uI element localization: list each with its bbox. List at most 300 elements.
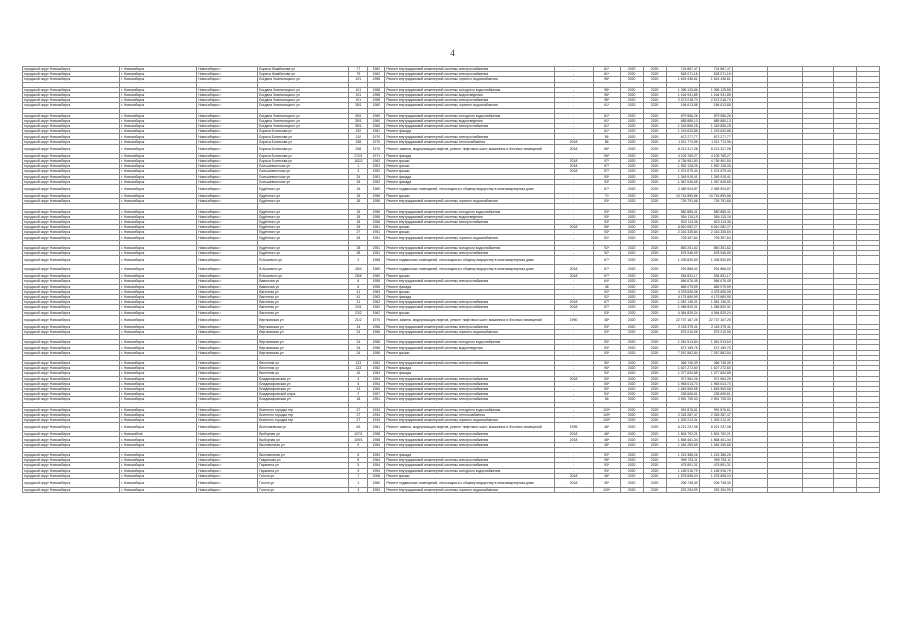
table-cell: Ремонт подвальных помещений, относящихся к общему имуществу в многоквартирном доме: [385, 256, 554, 265]
table-cell: 4 378 606,08: [666, 289, 699, 294]
table-cell: 2020: [643, 118, 666, 123]
table-cell: Ремонт крыши: [385, 230, 554, 235]
table-cell: 2020: [620, 235, 643, 240]
table-cell: 2020: [620, 437, 643, 442]
table-cell: городской округ Новосибирск: [23, 412, 120, 417]
table-cell: Ремонт фасада: [385, 129, 554, 134]
table-cell: Будённого ул: [258, 235, 349, 240]
table-cell: г. Новосибирск: [120, 144, 197, 153]
table-cell: 123: [349, 361, 368, 366]
table-cell: Владимировская ул: [258, 397, 349, 402]
table-cell: 2020: [643, 386, 666, 391]
table-cell: Новосибирск г: [197, 487, 258, 492]
table-cell: 22 737 167,25: [699, 315, 732, 324]
table-cell: Ремонт внутридомовой инженерной системы электроснабжения: [385, 361, 554, 366]
table-cell: городской округ Новосибирск: [23, 214, 120, 219]
table-cell: 2020: [620, 386, 643, 391]
table-cell: -: [554, 453, 593, 458]
table-cell: Весенняя ул: [258, 366, 349, 371]
table-cell: 101: [349, 98, 368, 103]
table-cell: Ремонт внутридомовой инженерной системы холодного водоснабжения: [385, 245, 554, 250]
table-cell: 1951: [368, 397, 385, 402]
table-cell: г. Новосибирск: [120, 129, 197, 134]
table-cell: -: [554, 381, 593, 386]
table-cell: -: [554, 230, 593, 235]
table-cell: 48*: [593, 315, 620, 324]
table-cell: г. Новосибирск: [120, 92, 197, 97]
table-cell: 1955: [368, 279, 385, 284]
table-cell: Новосибирск г: [197, 72, 258, 77]
table-cell: городской округ Новосибирск: [23, 453, 120, 458]
table-cell: -: [554, 92, 593, 97]
table-cell: Весенняя ул: [258, 361, 349, 366]
table-cell: Вагонная ул: [258, 289, 349, 294]
table-cell: 10 716 899,86: [699, 193, 732, 198]
table-cell: 580 885,41: [666, 209, 699, 214]
table-cell: 61*: [593, 72, 620, 77]
table-cell: Бориса Богаткова ул: [258, 144, 349, 153]
table-cell: 1952: [368, 179, 385, 184]
table-cell: -: [554, 209, 593, 214]
table-cell: 56: [593, 134, 620, 139]
table-cell: Вагонная ул: [258, 305, 349, 310]
table-cell: 7 267 862,84: [699, 350, 732, 355]
table-cell: Гаранина ул: [258, 468, 349, 473]
table-cell: 2018: [554, 432, 593, 437]
table-cell: г. Новосибирск: [120, 442, 197, 447]
table-cell: 1 374 679,44: [666, 169, 699, 174]
table-cell: 2020: [620, 92, 643, 97]
table-cell: 28: [349, 251, 368, 256]
table-cell: 2020: [643, 169, 666, 174]
table-cell: [767, 144, 802, 153]
table-cell: 1 086 820,31: [666, 305, 699, 310]
table-cell: Ремонт внутридомовой инженерной системы электроснабжения: [385, 305, 554, 310]
table-cell: 672 159,75: [699, 345, 732, 350]
table-cell: 2 389 924,87: [699, 184, 732, 193]
table-cell: Ремонт внутридомовой инженерной системы холодного водоснабжения: [385, 113, 554, 118]
table-cell: Ремонт внутридомовой инженерной системы горячего водоснабжения: [385, 199, 554, 204]
table-cell: 724 867,47: [699, 67, 732, 72]
table-cell: Новосибирск г: [197, 412, 258, 417]
table-cell: [833, 256, 856, 265]
table-cell: 2018: [554, 300, 593, 305]
table-cell: [767, 315, 802, 324]
table-cell: 2020: [643, 310, 666, 315]
table-cell: -: [554, 72, 593, 77]
table-cell: 879 966,26: [699, 113, 732, 118]
table-cell: 2: [349, 256, 368, 265]
table-cell: [856, 265, 879, 274]
table-cell: Богдана Хмельницкого ул: [258, 124, 349, 129]
table-cell: 1953: [368, 487, 385, 492]
table-cell: г. Новосибирск: [120, 245, 197, 250]
table-cell: Новосибирск г: [197, 193, 258, 198]
table-cell: г. Новосибирск: [120, 193, 197, 198]
table-cell: г. Новосибирск: [120, 209, 197, 214]
table-cell: г. Новосибирск: [120, 371, 197, 376]
table-cell: 96*: [593, 153, 620, 158]
table-cell: 2020: [643, 289, 666, 294]
table-cell: 1956: [368, 350, 385, 355]
table-cell: г. Новосибирск: [120, 214, 197, 219]
table-cell: Ремонт внутридомовой инженерной системы электроснабжения: [385, 251, 554, 256]
table-cell: 2020: [620, 432, 643, 437]
table-cell: 48*: [593, 442, 620, 447]
table-cell: 98*: [593, 92, 620, 97]
table-cell: г. Новосибирск: [120, 279, 197, 284]
table-cell: -: [554, 179, 593, 184]
table-cell: -: [554, 284, 593, 289]
table-row: [23, 256, 880, 265]
table-cell: [767, 478, 802, 487]
table-cell: 2020: [643, 164, 666, 169]
table-cell: 93*: [593, 310, 620, 315]
table-cell: Ремонт фасада: [385, 294, 554, 299]
table-cell: [802, 256, 833, 265]
table-cell: Ремонт, замена, модернизация лифтов, ремонт лифтовых шахт, машинных и блочных помещений: [385, 423, 554, 432]
table-cell: 1951: [368, 230, 385, 235]
table-cell: 554 115,19: [699, 214, 732, 219]
table-cell: Будённого ул: [258, 230, 349, 235]
table-cell: Новосибирск г: [197, 340, 258, 345]
table-cell: 1 435 830,89: [666, 256, 699, 265]
table-cell: Ремонт крыши: [385, 350, 554, 355]
table-cell: Ремонт внутридомовой инженерной системы электроснабжения: [385, 98, 554, 103]
table-cell: городской округ Новосибирск: [23, 164, 120, 169]
table-cell: 2020: [643, 129, 666, 134]
table-cell: 1952: [368, 366, 385, 371]
table-cell: 2020: [620, 274, 643, 279]
page-number: 4: [450, 48, 455, 58]
table-cell: 1 578 898,03: [666, 473, 699, 478]
table-cell: 1956: [368, 324, 385, 329]
table-cell: 1 952 128,26: [666, 164, 699, 169]
table-cell: городской округ Новосибирск: [23, 274, 120, 279]
table-cell: Новосибирск г: [197, 305, 258, 310]
table-cell: 254 831,17: [666, 274, 699, 279]
table-cell: городской округ Новосибирск: [23, 340, 120, 345]
table-cell: 28: [349, 245, 368, 250]
table-cell: 291 866,02: [699, 265, 732, 274]
table-cell: -: [554, 361, 593, 366]
table-cell: 1 868 461,34: [666, 437, 699, 442]
table-cell: 48*: [593, 432, 620, 437]
table-cell: г. Новосибирск: [120, 184, 197, 193]
table-cell: 1958: [368, 98, 385, 103]
table-cell: -: [554, 98, 593, 103]
table-cell: 1 349 915,41: [699, 174, 732, 179]
table-cell: 2020: [643, 179, 666, 184]
table-cell: г. Новосибирск: [120, 305, 197, 310]
table-cell: 1 396 125,86: [666, 87, 699, 92]
table-cell: 2020: [643, 134, 666, 139]
table-cell: 156 613,88: [699, 103, 732, 108]
table-cell: 92*: [593, 289, 620, 294]
table-cell: Новосибирск г: [197, 230, 258, 235]
table-cell: г. Новосибирск: [120, 329, 197, 334]
table-cell: -: [554, 245, 593, 250]
table-cell: г. Новосибирск: [120, 345, 197, 350]
table-cell: 1960: [368, 113, 385, 118]
table-cell: 206 738,30: [666, 478, 699, 487]
table-cell: 2018: [554, 274, 593, 279]
table-cell: 48*: [593, 423, 620, 432]
table-cell: Военного городка тер: [258, 412, 349, 417]
table-cell: 26: [349, 225, 368, 230]
table-cell: 24: [349, 340, 368, 345]
table-cell: Новосибирск г: [197, 245, 258, 250]
table-cell: -: [554, 134, 593, 139]
table-cell: 2 316 335,84: [666, 230, 699, 235]
table-cell: 1960: [368, 386, 385, 391]
table-cell: 162/2: [349, 159, 368, 164]
table-cell: 2018: [554, 169, 593, 174]
table-cell: 2020: [620, 376, 643, 381]
table-cell: 1956: [368, 329, 385, 334]
table-cell: г. Новосибирск: [120, 98, 197, 103]
table-cell: 1 215 386,26: [699, 453, 732, 458]
table-cell: Бориса Богаткова ул: [258, 139, 349, 144]
table-cell: г. Новосибирск: [120, 418, 197, 423]
table-cell: 2020: [620, 184, 643, 193]
table-cell: Ремонт крыши: [385, 159, 554, 164]
table-cell: Гаранина ул: [258, 463, 349, 468]
table-cell: -: [554, 279, 593, 284]
table-cell: 79: [349, 72, 368, 77]
table-cell: г. Новосибирск: [120, 315, 197, 324]
table-cell: 98*: [593, 98, 620, 103]
table-cell: 6 221 237,08: [699, 423, 732, 432]
table-cell: Ремонт внутридомовой инженерной системы электроснабжения: [385, 381, 554, 386]
table-cell: 1 165 916,79: [699, 468, 732, 473]
table-cell: городской округ Новосибирск: [23, 129, 120, 134]
table-cell: -: [554, 184, 593, 193]
table-cell: 2020: [620, 329, 643, 334]
table-cell: 366 745,39: [699, 361, 732, 366]
table-cell: 70: [593, 193, 620, 198]
table-cell: г. Новосибирск: [120, 289, 197, 294]
table-cell: 2020: [620, 265, 643, 274]
table-cell: В.Кошевого ул: [258, 274, 349, 279]
table-cell: -: [554, 386, 593, 391]
table-cell: Ремонт внутридомовой инженерной системы горячего водоснабжения: [385, 487, 554, 492]
table-cell: городской округ Новосибирск: [23, 219, 120, 224]
table-cell: 1961: [368, 129, 385, 134]
table-cell: Новосибирск г: [197, 129, 258, 134]
table-cell: Богдана Хмельницкого ул: [258, 77, 349, 82]
table-cell: -: [554, 407, 593, 412]
table-cell: г. Новосибирск: [120, 340, 197, 345]
table-cell: 2020: [643, 376, 666, 381]
table-cell: Ремонт фасада: [385, 371, 554, 376]
table-cell: 2 118 375,41: [699, 324, 732, 329]
table-cell: 2018: [554, 305, 593, 310]
table-cell: -: [554, 310, 593, 315]
table-cell: г. Новосибирск: [120, 366, 197, 371]
table-cell: 100*: [593, 407, 620, 412]
table-cell: Новосибирск г: [197, 310, 258, 315]
table-cell: 2020: [620, 453, 643, 458]
table-cell: Выставочная ул: [258, 442, 349, 447]
table-cell: городской округ Новосибирск: [23, 72, 120, 77]
table-cell: 2 316 335,84: [699, 230, 732, 235]
table-cell: 2020: [620, 381, 643, 386]
table-cell: Новосибирск г: [197, 144, 258, 153]
table-cell: 1957: [368, 392, 385, 397]
table-cell: 1 011 774,96: [699, 139, 732, 144]
table-cell: 672 277,77: [699, 134, 732, 139]
table-cell: г. Новосибирск: [120, 463, 197, 468]
table-cell: 4/1: [349, 423, 368, 432]
table-cell: Вагонная ул: [258, 294, 349, 299]
table-cell: 1956: [368, 199, 385, 204]
table-cell: Новосибирск г: [197, 407, 258, 412]
table-cell: Новосибирск г: [197, 164, 258, 169]
table-cell: 93*: [593, 214, 620, 219]
table-cell: 98*: [593, 225, 620, 230]
table-cell: г. Новосибирск: [120, 118, 197, 123]
table-cell: Новосибирск г: [197, 386, 258, 391]
table-cell: Новосибирск г: [197, 77, 258, 82]
table-cell: 1 011 774,96: [666, 139, 699, 144]
table-cell: Новосибирск г: [197, 458, 258, 463]
table-cell: Новосибирск г: [197, 345, 258, 350]
table-cell: 4 175 869,99: [699, 294, 732, 299]
table-cell: Ремонт крыши: [385, 274, 554, 279]
table-cell: городской округ Новосибирск: [23, 77, 120, 82]
table-cell: 823 113,36: [666, 219, 699, 224]
table-cell: Новосибирск г: [197, 118, 258, 123]
table-cell: 2 951 795,33: [666, 397, 699, 402]
table-cell: -: [554, 468, 593, 473]
table-cell: [833, 144, 856, 153]
table-cell: 1 081 136,31: [699, 300, 732, 305]
table-cell: Ремонт внутридомовой инженерной системы электроснабжения: [385, 376, 554, 381]
table-cell: 206 738,30: [699, 478, 732, 487]
table-cell: Новосибирск г: [197, 442, 258, 447]
table-cell: 628 071,16: [699, 72, 732, 77]
table-cell: Бориса Жамбилова ул: [258, 72, 349, 77]
table-cell: 28/4: [349, 265, 368, 274]
table-cell: 1 804 792,21: [666, 432, 699, 437]
table-cell: 1951: [368, 164, 385, 169]
table-cell: Новосибирск г: [197, 381, 258, 386]
table-cell: 578 946,09: [699, 251, 732, 256]
table-cell: 2020: [620, 315, 643, 324]
table-cell: Ремонт внутридомовой инженерной системы горячего водоснабжения: [385, 418, 554, 423]
table-cell: 2020: [643, 350, 666, 355]
table-cell: 2018: [554, 144, 593, 153]
table-cell: 2020: [643, 144, 666, 153]
table-cell: городской округ Новосибирск: [23, 300, 120, 305]
table-cell: 61*: [593, 67, 620, 72]
table-cell: 1962: [368, 300, 385, 305]
table-cell: Новосибирск г: [197, 214, 258, 219]
table-cell: 8 213 317,28: [666, 144, 699, 153]
table-cell: -: [554, 371, 593, 376]
table-cell: -: [554, 193, 593, 198]
table-cell: 18: [349, 219, 368, 224]
table-cell: 2020: [643, 329, 666, 334]
table-cell: городской округ Новосибирск: [23, 310, 120, 315]
table-cell: 2020: [643, 153, 666, 158]
table-cell: 991 876,61: [666, 407, 699, 412]
table-cell: 27: [349, 412, 368, 417]
table-cell: городской округ Новосибирск: [23, 361, 120, 366]
table-cell: г. Новосибирск: [120, 397, 197, 402]
table-cell: 2020: [643, 478, 666, 487]
table-cell: 1 303 212,41: [699, 418, 732, 423]
table-cell: Бориса Богаткова ул: [258, 159, 349, 164]
table-cell: Новосибирск г: [197, 324, 258, 329]
table-cell: 1 215 633,86: [666, 129, 699, 134]
table-cell: 2020: [620, 468, 643, 473]
table-cell: 475 891,31: [666, 463, 699, 468]
table-cell: Вертковская ул: [258, 315, 349, 324]
table-cell: Вавилова ул: [258, 279, 349, 284]
table-cell: г. Новосибирск: [120, 225, 197, 230]
table-cell: 2020: [643, 412, 666, 417]
table-cell: 8 213 317,28: [699, 144, 732, 153]
table-cell: 1962: [368, 72, 385, 77]
table-cell: 2020: [643, 92, 666, 97]
table-cell: 6: [349, 442, 368, 447]
table-cell: 1961: [368, 423, 385, 432]
table-cell: 2020: [620, 67, 643, 72]
table-cell: Новосибирск г: [197, 473, 258, 478]
table-cell: 21: [349, 300, 368, 305]
table-cell: городской округ Новосибирск: [23, 159, 120, 164]
table-cell: 3: [349, 169, 368, 174]
table-cell: 2020: [643, 324, 666, 329]
table-cell: -: [554, 77, 593, 82]
table-cell: Ремонт внутридомовой инженерной системы горячего водоснабжения: [385, 103, 554, 108]
table-cell: 1 164 931,85: [666, 92, 699, 97]
table-cell: 2020: [620, 442, 643, 447]
table-cell: Будённого ул: [258, 199, 349, 204]
table-cell: -: [554, 256, 593, 265]
table-cell: 1952: [368, 361, 385, 366]
table-cell: 1 627 272,60: [666, 366, 699, 371]
table-cell: г. Новосибирск: [120, 153, 197, 158]
table-cell: городской округ Новосибирск: [23, 315, 120, 324]
table-cell: городской округ Новосибирск: [23, 418, 120, 423]
table-cell: Гоголя ул: [258, 478, 349, 487]
table-cell: 28/5: [349, 274, 368, 279]
table-cell: Новосибирск г: [197, 274, 258, 279]
table-cell: 2020: [620, 279, 643, 284]
table-cell: 2020: [643, 87, 666, 92]
table-cell: 67*: [593, 300, 620, 305]
table-cell: городской округ Новосибирск: [23, 139, 120, 144]
table-cell: 109/1: [349, 437, 368, 442]
table-cell: г. Новосибирск: [120, 230, 197, 235]
table-cell: Новосибирск г: [197, 315, 258, 324]
table-cell: 93*: [593, 329, 620, 334]
table-cell: 1 318 856,28: [699, 124, 732, 129]
table-cell: городской округ Новосибирск: [23, 392, 120, 397]
table-cell: Богдана Хмельницкого ул: [258, 98, 349, 103]
table-cell: [732, 478, 767, 487]
table-cell: 93*: [593, 199, 620, 204]
table-cell: г. Новосибирск: [120, 134, 197, 139]
table-cell: Ремонт внутридомовой инженерной системы холодного водоснабжения: [385, 340, 554, 345]
table-cell: [833, 487, 856, 492]
table-cell: Вертковская ул: [258, 345, 349, 350]
table-cell: городской округ Новосибирск: [23, 134, 120, 139]
table-cell: 96*: [593, 361, 620, 366]
